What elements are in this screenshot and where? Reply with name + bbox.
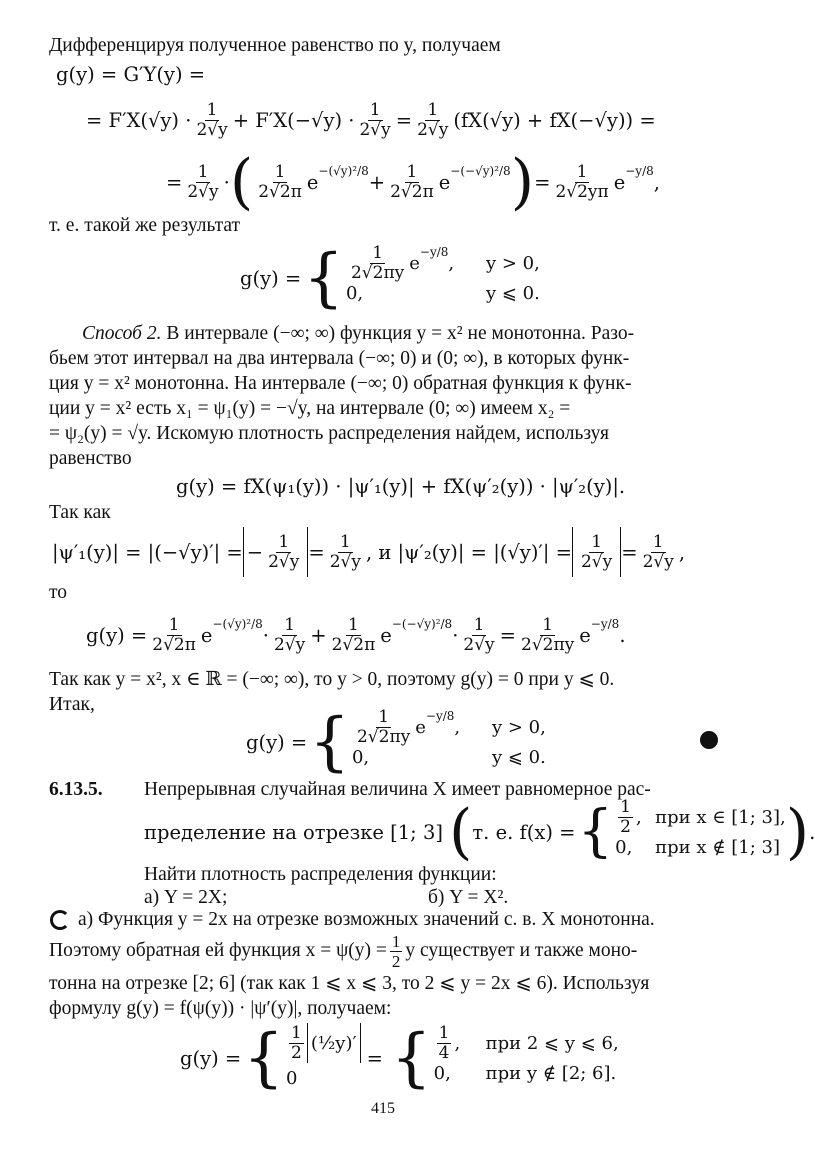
text-line: = ψ₂(y) = √y. Искомую плотность распределения найдем, используя	[49, 423, 609, 444]
case-value: 0,	[615, 836, 633, 858]
denominator: 2√y	[463, 634, 495, 655]
equation-text: пределение на отрезке [1; 3]	[144, 820, 443, 844]
fraction	[519, 616, 576, 655]
exponent: −(√y)²/8	[318, 164, 369, 178]
equation-text: g(y) = G′Y(y) =	[56, 63, 206, 86]
fraction	[194, 101, 229, 140]
equals-sign: =	[166, 170, 183, 194]
absolute-value	[307, 1023, 361, 1063]
equation-text: y существует и также моно-	[405, 940, 638, 961]
equation-text: g(y) =	[240, 266, 302, 290]
fraction	[185, 163, 220, 202]
denominator: 2√y	[359, 119, 391, 140]
cases	[433, 1022, 619, 1088]
fraction	[641, 533, 676, 572]
denominator: 2√y	[417, 119, 449, 140]
numerator: 1	[369, 99, 381, 120]
equation-text: g(y) = fX(ψ₁(y)) · |ψ′₁(y)| + fX(ψ′₂(y)) · |ψ′₂(y)|.	[176, 475, 626, 498]
numerator: 1	[206, 99, 218, 120]
text-line: Итак,	[49, 694, 95, 715]
part-a: а) Y = 2X;	[144, 887, 228, 908]
dot-operator: ·	[452, 623, 459, 647]
case-condition: при x ∉ [1; 3]	[655, 836, 781, 858]
case-condition: при x ∈ [1; 3],	[655, 806, 786, 828]
numerator: 1	[652, 531, 664, 552]
case-value: 0,	[345, 282, 364, 304]
exp-base: e	[579, 623, 591, 647]
denominator: 2√2πy	[350, 262, 405, 283]
absolute-value	[572, 527, 621, 577]
equation-text: |ψ′₁(y)| = |(−√y)′| =	[52, 540, 243, 564]
numerator: 1	[372, 242, 384, 263]
numerator: 1	[274, 161, 286, 182]
absolute-value: − $\frac{1}{2√y}$	[243, 527, 309, 577]
text-line: Так как	[49, 502, 111, 523]
fraction	[357, 101, 392, 140]
left-brace: {	[243, 1021, 284, 1095]
case-condition: при 2 ⩽ y ⩽ 6,	[485, 1032, 619, 1054]
denominator: 2	[620, 816, 631, 837]
exponent: −y/8	[590, 617, 620, 631]
equation-line-3	[166, 148, 660, 216]
exp-base: e	[415, 716, 426, 738]
fraction	[553, 163, 610, 202]
denominator: 2√y	[580, 551, 613, 572]
expression: (½y)′	[310, 1032, 357, 1054]
period: .	[809, 820, 815, 844]
case-condition: при y ∉ [2; 6].	[485, 1062, 617, 1084]
equation-cases-2	[246, 704, 546, 780]
problem-distribution	[144, 796, 815, 867]
fraction	[618, 798, 633, 837]
solution-line-2	[49, 931, 637, 971]
solution-start-icon	[50, 910, 70, 930]
case-condition: y ⩽ 0.	[485, 282, 540, 304]
exp-base: e	[200, 623, 213, 647]
denominator: 2√y	[329, 551, 361, 572]
equals-sign: =	[366, 1046, 383, 1070]
numerator: 1	[427, 99, 439, 120]
text-line: ции y = x² есть x₁ = ψ₁(y) = −√y, на интервале (0; ∞) имеем x₂ =	[49, 398, 571, 419]
denominator: 4	[438, 1042, 450, 1063]
fraction	[330, 616, 378, 655]
exponent: −(−√y)²/8	[450, 164, 511, 178]
denominator: 2√y	[642, 551, 674, 572]
exp-base: e	[380, 623, 392, 647]
text-line: формулу g(y) = f(ψ(y)) · |ψ′(y)|, получаем:	[49, 998, 392, 1019]
dot-operator: ·	[223, 170, 230, 194]
fraction	[256, 163, 304, 202]
numerator: 1	[348, 614, 359, 635]
case-value: 0,	[351, 746, 370, 768]
exponent: −y/8	[625, 164, 654, 178]
equation-psi	[176, 475, 625, 498]
numerator: 1	[168, 614, 180, 635]
cases	[345, 242, 540, 308]
numerator: 1	[378, 706, 390, 727]
case-condition: y > 0,	[491, 716, 546, 738]
equation-text: Поэтому обратная ей функция x = ψ(y) =	[49, 940, 387, 961]
denominator: 2√y	[196, 119, 228, 140]
end-of-solution-icon	[700, 731, 718, 749]
denominator: 2√2π	[331, 634, 376, 655]
denominator: 2√y	[274, 634, 306, 655]
exp-base: e	[438, 170, 451, 194]
equation-text: , и |ψ′₂(y)| = |(√y)′| =	[365, 540, 572, 564]
text-line: т. е. такой же результат	[49, 215, 241, 236]
numerator: 1	[438, 1022, 450, 1043]
case-value: 0,	[433, 1062, 451, 1084]
denominator: 2	[290, 1042, 302, 1063]
equals-sign: =	[395, 108, 413, 132]
cases	[615, 796, 786, 862]
plus-sign: +	[310, 623, 327, 647]
equation-text: g(y) =	[86, 623, 148, 647]
left-paren: (	[448, 797, 473, 867]
cases	[351, 706, 546, 772]
period: .	[619, 623, 626, 647]
fraction	[355, 708, 412, 747]
comma: ,	[678, 540, 686, 564]
equation-psi-abs	[52, 524, 685, 580]
equation-text: + F′X(−√y) ·	[232, 108, 355, 132]
text-line: ция y = x² монотонна. На интервале (−∞; 0) обратная функция к функ-	[49, 373, 632, 394]
denominator: 2√2πy	[521, 634, 575, 655]
left-brace: {	[303, 241, 344, 315]
text-line: тонна на отрезке [2; 6] (так как 1 ⩽ x ⩽ 3, то 2 ⩽ y = 2x ⩽ 6). Используя	[49, 973, 650, 994]
comma: ,	[653, 170, 660, 194]
numerator: 1	[473, 614, 485, 635]
exp-base: e	[613, 170, 626, 194]
fraction	[390, 932, 403, 971]
exponent: −y/8	[419, 245, 449, 259]
exp-base: e	[306, 170, 319, 194]
text-line: бьем этот интервал на два интервала (−∞; 0) и (0; ∞), в которых функ-	[49, 348, 630, 369]
case-value: 0	[285, 1067, 298, 1089]
fraction	[272, 616, 307, 655]
numerator: 1	[278, 531, 290, 552]
case-condition: y ⩽ 0.	[491, 746, 546, 768]
equals-sign: =	[308, 540, 325, 564]
equation-line-2	[86, 93, 656, 147]
right-paren: )	[785, 797, 810, 867]
comma: ,	[454, 716, 461, 738]
equation-text: (fX(√y) + fX(−√y)) =	[453, 108, 656, 132]
text-line: Способ 2. В интервале (−∞; ∞) функция y = x² не монотонна. Разо-	[82, 323, 635, 344]
denominator: 2√y	[268, 551, 300, 572]
text-line: а) Функция y = 2x на отрезке возможных значений с. в. X монотонна.	[78, 909, 655, 930]
equation-text: g(y) =	[180, 1046, 242, 1070]
equals-sign: =	[621, 540, 638, 564]
equation-g-long	[86, 604, 626, 666]
equals-sign: =	[499, 623, 516, 647]
equals-sign: =	[534, 170, 551, 194]
numerator: 1	[284, 614, 296, 635]
exponent: −(√y)²/8	[212, 617, 263, 631]
equation-text: т. е. f(x) =	[472, 820, 576, 844]
numerator: 1	[197, 161, 209, 182]
exponent: −(−√y)²/8	[391, 617, 453, 631]
cases	[286, 1023, 361, 1093]
left-brace: {	[577, 799, 614, 864]
fraction	[289, 1024, 304, 1063]
right-paren: )	[510, 147, 535, 217]
left-brace: {	[309, 705, 350, 779]
text-span: В интервале (−∞; ∞) функция y = x² не монотонна. Разо-	[161, 323, 635, 344]
fraction	[461, 616, 496, 655]
denominator: 2√y	[187, 181, 219, 202]
numerator: 1	[542, 614, 554, 635]
left-paren: (	[229, 147, 254, 217]
denominator: 2√2π	[390, 181, 434, 202]
text-line: Так как y = x², x ∈ ℝ = (−∞; ∞), то y > 0, поэтому g(y) = 0 при y ⩽ 0.	[49, 669, 615, 690]
equation-g-derivative	[56, 63, 205, 86]
comma: ,	[635, 806, 642, 828]
numerator: 1	[591, 531, 603, 552]
fraction	[579, 533, 614, 572]
fraction	[415, 101, 450, 140]
numerator: 1	[576, 161, 588, 182]
numerator: 1	[290, 1022, 302, 1043]
text-line: Дифференцируя полученное равенство по y, получаем	[49, 35, 501, 56]
case-condition: y > 0,	[485, 252, 540, 274]
equation-text: = F′X(√y) ·	[86, 108, 192, 132]
fraction	[388, 163, 436, 202]
fraction	[266, 533, 301, 572]
exponent: −y/8	[425, 709, 455, 723]
numerator: 1	[339, 531, 351, 552]
denominator: 2√2πy	[356, 726, 411, 747]
denominator: 2√2π	[152, 634, 196, 655]
denominator: 2√2π	[258, 181, 302, 202]
part-b: б) Y = X².	[428, 887, 509, 908]
exp-base: e	[409, 252, 420, 274]
denominator: 2	[391, 951, 401, 971]
problem-number: 6.13.5.	[49, 779, 103, 800]
page-number: 415	[371, 1100, 395, 1117]
numerator: 1	[406, 161, 418, 182]
text-line: Непрерывная случайная величина X имеет равномерное рас-	[144, 779, 651, 800]
numerator: 1	[620, 796, 631, 817]
denominator: 2√2yπ	[555, 181, 609, 202]
equation-final	[180, 1020, 619, 1096]
equation-cases-1	[240, 240, 540, 316]
fraction	[150, 616, 198, 655]
fraction	[437, 1024, 452, 1063]
dot-operator: ·	[262, 623, 269, 647]
left-brace: {	[390, 1021, 432, 1095]
text-line: равенство	[49, 448, 132, 469]
numerator: 1	[391, 931, 401, 951]
comma: ,	[448, 252, 455, 274]
comma: ,	[454, 1032, 461, 1054]
plus-sign: +	[368, 170, 386, 194]
fraction	[349, 244, 406, 283]
text-line: то	[49, 582, 68, 603]
fraction	[328, 533, 363, 572]
text-line: Найти плотность распределения функции:	[144, 864, 497, 885]
equation-text: g(y) =	[246, 730, 308, 754]
